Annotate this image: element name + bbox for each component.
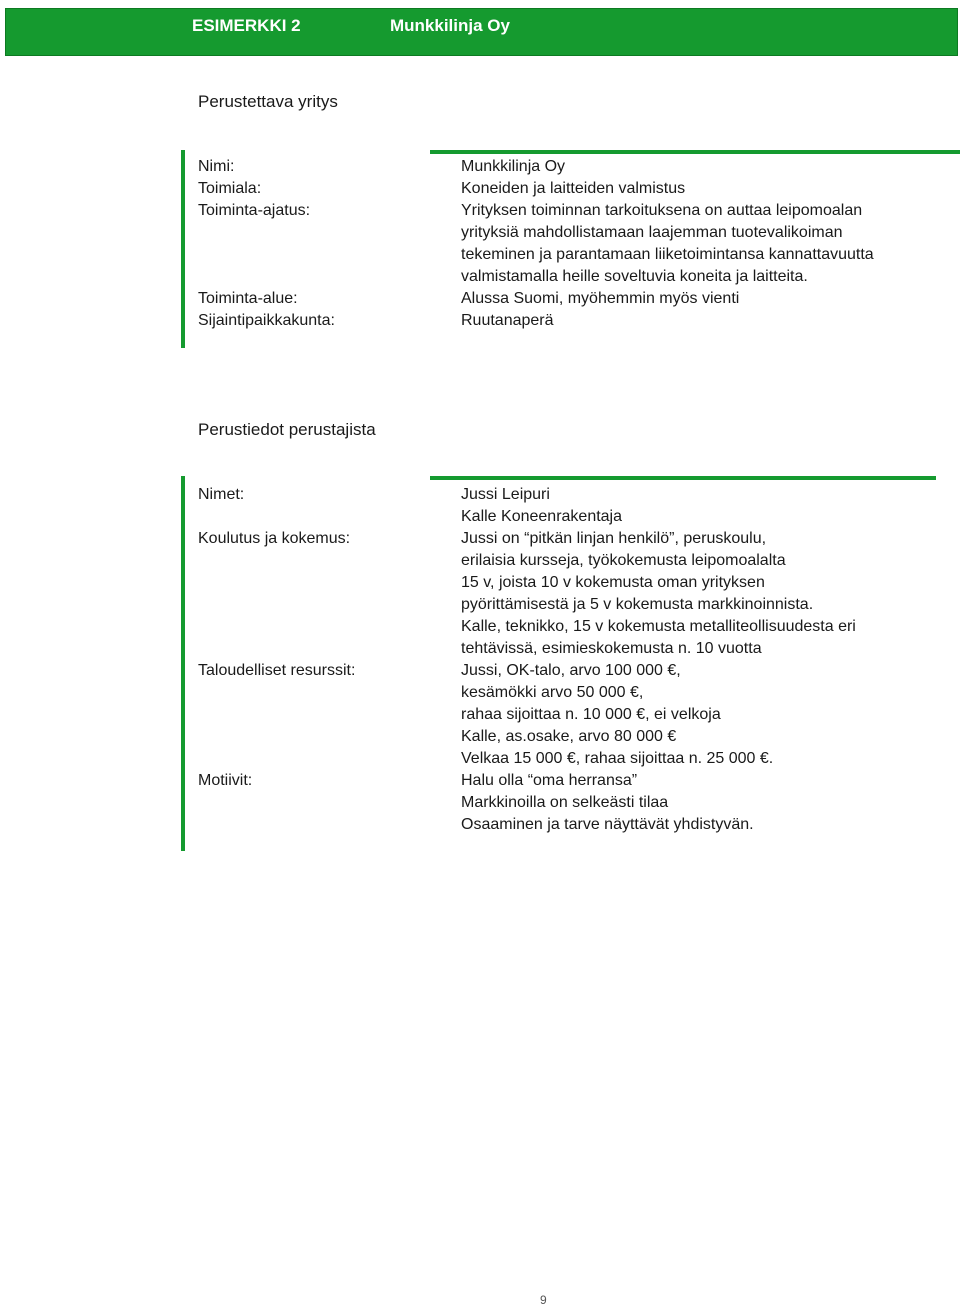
field-value-resurssit-line: Kalle, as.osake, arvo 80 000 € (461, 728, 677, 745)
field-value-resurssit-line: Velkaa 15 000 €, rahaa sijoittaa n. 25 000 €. (461, 750, 774, 767)
founders-box-left-border (181, 476, 185, 851)
header-label: ESIMERKKI 2 (192, 16, 301, 35)
field-value-koulutus-line: Kalle, teknikko, 15 v kokemusta metalliteollisuudesta eri (461, 618, 856, 635)
field-label-toiminta-alue: Toiminta-alue: (198, 290, 298, 307)
field-label-nimet: Nimet: (198, 486, 245, 503)
page-number: 9 (540, 1293, 547, 1307)
field-value-koulutus-line: erilaisia kursseja, työkokemusta leipomoalalta (461, 552, 786, 569)
field-value-nimi: Munkkilinja Oy (461, 158, 566, 175)
field-label-sijaintipaikkakunta: Sijaintipaikkakunta: (198, 312, 335, 329)
field-value-nimet-line: Kalle Koneenrakentaja (461, 508, 623, 525)
field-value-resurssit-line: rahaa sijoittaa n. 10 000 €, ei velkoja (461, 706, 721, 723)
field-label-toiminta-ajatus: Toiminta-ajatus: (198, 202, 311, 219)
field-label-toimiala: Toimiala: (198, 180, 262, 197)
field-label-motiivit: Motiivit: (198, 772, 253, 789)
field-value-sijaintipaikkakunta: Ruutanaperä (461, 312, 554, 329)
field-value-resurssit-line: kesämökki arvo 50 000 €, (461, 684, 644, 701)
field-value-koulutus-line: tehtävissä, esimieskokemusta n. 10 vuotta (461, 640, 762, 657)
field-value-koulutus-line: pyörittämisestä ja 5 v kokemusta markkinoinnista. (461, 596, 814, 613)
field-value-koulutus-line: 15 v, joista 10 v kokemusta oman yrityksen (461, 574, 765, 591)
field-value-nimet-line: Jussi Leipuri (461, 486, 550, 503)
founders-box-top-border (430, 476, 936, 480)
field-label-nimi: Nimi: (198, 158, 235, 175)
field-value-toiminta-alue: Alussa Suomi, myöhemmin myös vienti (461, 290, 740, 307)
field-value-resurssit-line: Jussi, OK-talo, arvo 100 000 €, (461, 662, 681, 679)
field-value-toiminta-ajatus-line: tekeminen ja parantamaan liiketoimintansa kannattavuutta (461, 246, 874, 263)
field-value-toiminta-ajatus-line: Yrityksen toiminnan tarkoituksena on auttaa leipomoalan (461, 202, 863, 219)
field-value-toiminta-ajatus-line: yrityksiä mahdollistamaan laajemman tuotevalikoiman (461, 224, 843, 241)
field-value-koulutus-line: Jussi on “pitkän linjan henkilö”, peruskoulu, (461, 530, 767, 547)
company-box-left-border (181, 150, 185, 348)
founders-section-title: Perustiedot perustajista (198, 420, 376, 439)
field-value-toiminta-ajatus-line: valmistamalla heille soveltuvia koneita ja laitteita. (461, 268, 808, 285)
header-title: Munkkilinja Oy (390, 16, 510, 35)
field-value-motiivit-line: Markkinoilla on selkeästi tilaa (461, 794, 669, 811)
field-value-motiivit-line: Halu olla “oma herransa” (461, 772, 638, 789)
field-value-motiivit-line: Osaaminen ja tarve näyttävät yhdistyvän. (461, 816, 754, 833)
field-label-resurssit: Taloudelliset resurssit: (198, 662, 356, 679)
field-label-koulutus: Koulutus ja kokemus: (198, 530, 351, 547)
field-value-toimiala: Koneiden ja laitteiden valmistus (461, 180, 686, 197)
company-section-title: Perustettava yritys (198, 92, 338, 111)
company-box-top-border (430, 150, 960, 154)
